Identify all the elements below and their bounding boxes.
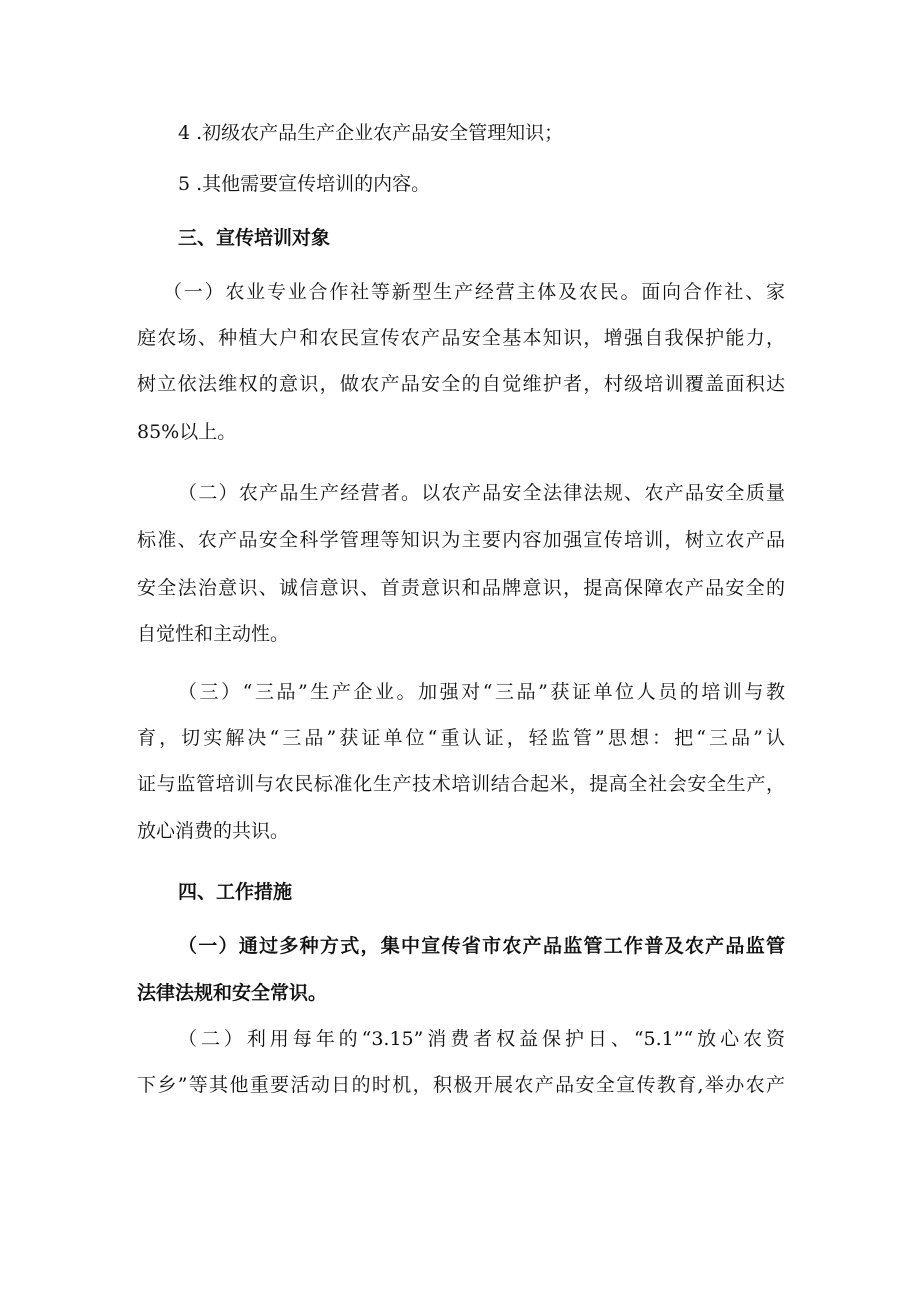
paragraph-line: 法律法规和安全常识。 [137, 982, 328, 1004]
paragraph-line: 育，切实解决“三品”获证单位“重认证，轻监管”思想：把“三品”认 [137, 727, 785, 749]
list-item-4: 4 .初级农产品生产企业农产品安全管理知识； [178, 122, 564, 144]
section-heading-3: 三、宣传培训对象 [178, 227, 331, 249]
paragraph-line: 下乡”等其他重要活动日的时机，积极开展农产品安全宣传教育,举办农产 [137, 1074, 785, 1096]
list-item-5: 5 .其他需要宣传培训的内容。 [178, 173, 431, 195]
paragraph-line: （二）利用每年的“3.15”消费者权益保护日、“5.1”“放心农资 [178, 1028, 785, 1050]
paragraph-line: 安全法治意识、诚信意识、首责意识和品牌意识，提高保障农产品安全的 [137, 577, 785, 599]
paragraph-line: 放心消费的共识。 [137, 820, 290, 842]
paragraph-line: 85%以上。 [137, 421, 237, 443]
paragraph-line: 证与监管培训与农民标准化生产技术培训结合起米，提高全社会安全生产， [137, 773, 785, 795]
paragraph-line: 庭农场、种植大户和农民宣传农产品安全基本知识，增强自我保护能力， [137, 327, 785, 349]
paragraph-line: 标准、农产品安全科学管理等知识为主要内容加强宣传培训，树立农产品 [137, 529, 785, 551]
paragraph-line: 自觉性和主动性。 [137, 623, 290, 645]
section-heading-4: 四、工作措施 [178, 881, 293, 903]
paragraph-line: 树立依法维权的意识，做农产品安全的自觉维护者，村级培训覆盖面积达 [137, 373, 785, 395]
paragraph-line: （三）“三品”生产企业。加强对“三品”获证单位人员的培训与教 [178, 681, 785, 703]
paragraph-line: （一）农业专业合作社等新型生产经营主体及农民。面向合作社、家 [163, 281, 785, 303]
paragraph-line: （二）农产品生产经营者。以农产品安全法律法规、农产品安全质量 [178, 482, 785, 504]
paragraph-line: （一）通过多种方式，集中宣传省市农产品监管工作普及农产品监管 [178, 935, 785, 957]
